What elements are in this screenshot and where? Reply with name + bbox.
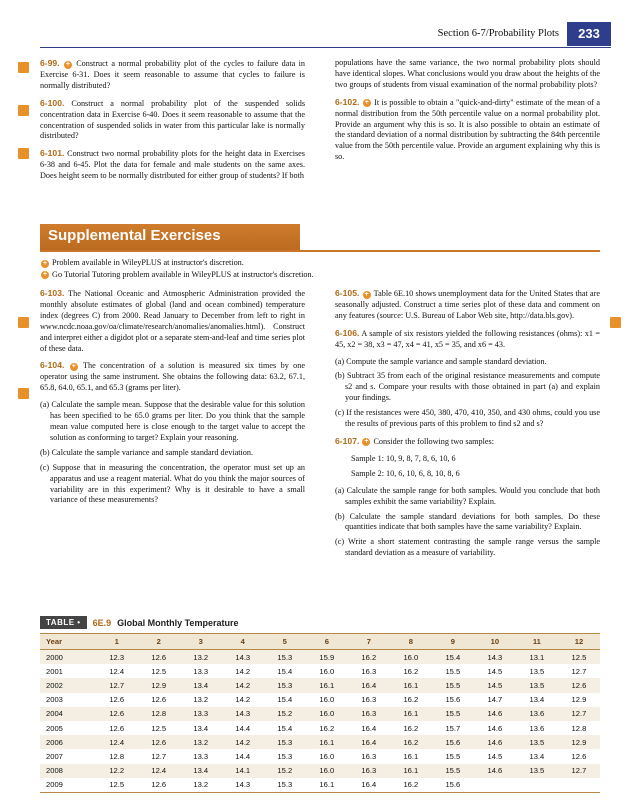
cell-year: 2002 bbox=[40, 678, 96, 692]
cell: 16.1 bbox=[390, 764, 432, 778]
sample-1: Sample 1: 10, 9, 8, 7, 8, 6, 10, 6 bbox=[351, 453, 456, 463]
note-text: Go Tutorial Tutoring problem available in WileyPLUS at instructor's discretion. bbox=[52, 269, 314, 279]
part-c: (c) If the resistances were 450, 380, 470, 410, 350, and 430 ohms, could you use the results of previous parts of this problem to find s2 and s? bbox=[335, 408, 600, 429]
cell: 13.4 bbox=[529, 695, 545, 705]
cell: 12.3 bbox=[96, 650, 138, 665]
cell: 14.2 bbox=[222, 735, 264, 749]
exercise-text: Construct a normal probability plot of the cycles to failure data in Exercise 6-31. Does it seem reasonable to assume that cycles to failure is normally distributed? bbox=[40, 59, 305, 90]
cell: 15.6 bbox=[432, 735, 474, 749]
table-block bbox=[40, 616, 600, 793]
cell: 16.2 bbox=[403, 666, 419, 676]
cell: 14.2 bbox=[235, 695, 251, 705]
table-row bbox=[40, 650, 600, 665]
exercise-6-103 bbox=[40, 288, 305, 354]
cell: 16.0 bbox=[306, 707, 348, 721]
page-number: 233 bbox=[567, 22, 611, 46]
cell: 14.5 bbox=[474, 678, 516, 692]
cell: 15.6 bbox=[445, 695, 461, 705]
cell: 15.3 bbox=[277, 751, 293, 761]
column-header: 12 bbox=[558, 634, 600, 650]
exercise-text: It is possible to obtain a "quick-and-dirty" estimate of the mean of a normal distribution from the 50th percentile value on a normal probability plot. Provide an argument why this is so. It is also possible to obtain an estimate of the standard deviation of a normal distribution by subtracting the 84th percentile value from the 50th percentile value. Provide an argument explaining why this is so. bbox=[335, 97, 601, 162]
cell: 14.7 bbox=[487, 695, 503, 705]
exercise-text: Table 6E.10 shows unemployment data for the United States that are seasonally adjusted. Construct a time series plot of these data and comment on any features (source: U.S. Bureau of Labor Web site, http://data.bls.gov). bbox=[335, 289, 600, 320]
cell: 14.2 bbox=[222, 678, 264, 692]
cell: 13.2 bbox=[180, 650, 222, 665]
margin-marker-icon bbox=[610, 317, 621, 328]
table-row bbox=[40, 664, 600, 678]
cell: 15.7 bbox=[445, 723, 461, 733]
cell bbox=[516, 778, 558, 793]
note-wileyplus bbox=[40, 258, 600, 268]
table-row bbox=[40, 693, 600, 707]
cell: 12.6 bbox=[138, 650, 180, 665]
cell: 16.1 bbox=[390, 707, 432, 721]
table-header-row bbox=[40, 634, 600, 650]
cell: 13.2 bbox=[180, 735, 222, 749]
cell: 16.1 bbox=[403, 751, 419, 761]
cell: 16.2 bbox=[403, 723, 419, 733]
plus-icon: + bbox=[364, 438, 369, 446]
global-monthly-temperature-table bbox=[40, 633, 600, 793]
exercise-text: Consider the following two samples: bbox=[373, 436, 494, 446]
cell: 13.4 bbox=[529, 751, 545, 761]
cell: 16.4 bbox=[348, 778, 390, 793]
exercise-6-104 bbox=[40, 360, 305, 394]
margin-marker-icon bbox=[18, 62, 29, 73]
cell: 16.4 bbox=[361, 723, 377, 733]
cell: 12.6 bbox=[571, 751, 587, 761]
cell: 12.2 bbox=[96, 764, 138, 778]
exercise-text: Construct a normal probability plot of the suspended solids concentration data in Exercise 6-40. Does it seem reasonable to assume that the concentration of suspended solids in water from this particular lake is normally distributed? bbox=[40, 98, 305, 141]
cell-year: 2001 bbox=[46, 666, 63, 676]
cell: 15.4 bbox=[277, 695, 293, 705]
supplemental-columns bbox=[40, 288, 600, 565]
exercise-number: 6-101. bbox=[40, 148, 65, 159]
cell: 16.0 bbox=[319, 666, 335, 676]
right-column-supplemental bbox=[335, 288, 600, 565]
cell: 12.6 bbox=[138, 735, 180, 749]
exercise-6-105 bbox=[335, 288, 600, 322]
column-header: 2 bbox=[138, 634, 180, 650]
note-text: Problem available in WileyPLUS at instructor's discretion. bbox=[52, 258, 244, 267]
cell: 14.6 bbox=[487, 723, 503, 733]
cell: 16.0 bbox=[306, 764, 348, 778]
cell: 12.9 bbox=[138, 678, 180, 692]
part-a: (a) Calculate the sample mean. Suppose that the desirable value for this solution has been specified to be 65.0 grams per liter. Do you think that the sample mean value computed here is close enough to the target value to accept the solution as conforming to target? Explain your reasoning. bbox=[40, 400, 305, 442]
plus-icon: + bbox=[65, 60, 70, 68]
cell: 15.5 bbox=[445, 751, 461, 761]
table-name: Global Monthly Temperature bbox=[117, 617, 239, 628]
cell: 15.3 bbox=[264, 650, 306, 665]
exercise-number: 6-103. bbox=[40, 288, 65, 298]
cell: 12.7 bbox=[571, 666, 587, 676]
cell: 12.7 bbox=[558, 707, 600, 721]
cell: 13.6 bbox=[529, 723, 545, 733]
exercise-6-107 bbox=[335, 436, 600, 448]
cell: 12.9 bbox=[571, 695, 587, 705]
column-header: 4 bbox=[222, 634, 264, 650]
cell: 12.6 bbox=[109, 695, 125, 705]
cell: 16.3 bbox=[361, 751, 377, 761]
exercise-6-106 bbox=[335, 328, 600, 351]
right-column-top bbox=[335, 58, 600, 169]
header-rule bbox=[40, 47, 611, 48]
cell: 12.6 bbox=[109, 723, 125, 733]
cell: 16.4 bbox=[348, 678, 390, 692]
margin-marker-icon bbox=[18, 317, 29, 328]
exercise-text: A sample of six resistors yielded the following resistances (ohms): x1 = 45, x2 = 38, x3 = 47, x4 = 41, x5 = 35, and x6 = 43. bbox=[335, 328, 600, 349]
cell: 13.3 bbox=[180, 707, 222, 721]
cell: 13.6 bbox=[516, 707, 558, 721]
plus-icon: + bbox=[364, 290, 369, 298]
exercise-number: 6-99. bbox=[40, 58, 60, 68]
cell: 15.6 bbox=[432, 778, 474, 793]
cell: 13.1 bbox=[516, 650, 558, 665]
cell: 12.8 bbox=[109, 751, 125, 761]
cell: 14.5 bbox=[487, 666, 503, 676]
cell: 16.0 bbox=[319, 695, 335, 705]
cell: 14.6 bbox=[474, 707, 516, 721]
exercise-6-100 bbox=[40, 98, 305, 143]
table-row bbox=[40, 778, 600, 793]
cell: 12.6 bbox=[151, 695, 167, 705]
table-row bbox=[40, 721, 600, 735]
cell: 16.2 bbox=[390, 778, 432, 793]
continued-text: populations have the same variance, the two normal probability plots should have identical slopes. What conclusions would you draw about the heights of the two groups of students from visual examination of the normal probability plots? bbox=[335, 58, 600, 89]
banner-underline bbox=[40, 250, 600, 252]
cell: 12.4 bbox=[109, 666, 125, 676]
part-b: (b) Calculate the sample variance and sample standard deviation. bbox=[40, 447, 254, 457]
part-b: (b) Calculate the sample standard deviations for both samples. Do these quantities indicate that both samples have the same variability? Explain. bbox=[335, 511, 600, 532]
cell: 15.4 bbox=[432, 650, 474, 665]
cell: 15.4 bbox=[277, 723, 293, 733]
cell: 16.2 bbox=[319, 723, 335, 733]
sample-2: Sample 2: 10, 6, 10, 6, 8, 10, 8, 6 bbox=[351, 468, 460, 478]
table-caption bbox=[40, 616, 600, 629]
table-label: TABLE • bbox=[40, 616, 87, 629]
part-a: (a) Compute the sample variance and sample standard deviation. bbox=[335, 356, 547, 366]
table-row bbox=[40, 749, 600, 763]
cell: 12.5 bbox=[151, 723, 167, 733]
exercise-text: The National Oceanic and Atmospheric Administration provided the monthly absolute estimates of global (land and ocean combined) temperature index (degrees C) from 2000. Read January to December from left to right in www.ncdc.noaa.gov/oa/climate/research/anomalies/anomalies.html). Construct and interpret either a digidot plot or a separate stem-and-leaf and time series plot of these data. bbox=[40, 289, 305, 353]
cell: 14.3 bbox=[222, 707, 264, 721]
exercise-6-104-parts bbox=[40, 400, 305, 506]
cell: 15.2 bbox=[264, 707, 306, 721]
part-c: (c) Suppose that in measuring the concentration, the operator must set up an apparatus and use a reagent material. What do you think the major sources of variability are in this experiment? Why is it desirable to have a small variance of these measurements? bbox=[40, 462, 305, 505]
top-columns bbox=[40, 58, 600, 188]
cell: 12.9 bbox=[558, 735, 600, 749]
exercise-6-99 bbox=[40, 58, 305, 92]
cell: 12.5 bbox=[96, 778, 138, 793]
exercise-number: 6-100. bbox=[40, 97, 65, 108]
cell: 14.4 bbox=[235, 751, 251, 761]
exercise-number: 6-102. bbox=[335, 96, 360, 107]
cell: 13.5 bbox=[516, 735, 558, 749]
table-number: 6E.9 bbox=[92, 617, 112, 628]
table-body bbox=[40, 650, 600, 793]
cell: 15.2 bbox=[264, 764, 306, 778]
cell: 16.1 bbox=[306, 778, 348, 793]
cell: 12.4 bbox=[138, 764, 180, 778]
banner-title: Supplemental Exercises bbox=[48, 227, 221, 244]
column-header: 9 bbox=[432, 634, 474, 650]
cell: 12.7 bbox=[96, 678, 138, 692]
cell: 15.4 bbox=[277, 666, 293, 676]
cell: 14.3 bbox=[222, 778, 264, 793]
cell: 13.2 bbox=[180, 778, 222, 793]
cell-year: 2000 bbox=[40, 650, 96, 665]
cell: 15.3 bbox=[264, 778, 306, 793]
cell bbox=[558, 778, 600, 793]
exercise-6-107-samples bbox=[335, 454, 600, 480]
cell: 16.0 bbox=[319, 751, 335, 761]
column-header: Year bbox=[40, 634, 96, 650]
cell: 12.6 bbox=[558, 678, 600, 692]
column-header: 6 bbox=[306, 634, 348, 650]
cell-year: 2007 bbox=[46, 751, 63, 761]
plus-icon: + bbox=[71, 362, 76, 370]
column-header: 1 bbox=[96, 634, 138, 650]
margin-marker-icon bbox=[18, 148, 29, 159]
plus-icon: + bbox=[42, 271, 48, 278]
column-header: 3 bbox=[180, 634, 222, 650]
cell: 13.3 bbox=[193, 666, 209, 676]
cell: 16.2 bbox=[390, 735, 432, 749]
cell: 14.6 bbox=[474, 764, 516, 778]
cell: 12.7 bbox=[558, 764, 600, 778]
cell-year: 2003 bbox=[46, 695, 63, 705]
cell: 13.5 bbox=[516, 678, 558, 692]
cell: 14.3 bbox=[222, 650, 264, 665]
cell: 16.3 bbox=[361, 666, 377, 676]
column-header: 5 bbox=[264, 634, 306, 650]
left-column-supplemental bbox=[40, 288, 305, 512]
cell: 16.3 bbox=[348, 707, 390, 721]
margin-marker-icon bbox=[18, 105, 29, 116]
exercise-6-107-parts bbox=[335, 486, 600, 559]
cell: 12.5 bbox=[558, 650, 600, 665]
cell-year: 2008 bbox=[40, 764, 96, 778]
cell: 12.6 bbox=[138, 778, 180, 793]
cell bbox=[474, 778, 516, 793]
note-gotutorial bbox=[40, 270, 600, 280]
cell: 16.4 bbox=[348, 735, 390, 749]
exercise-text: The concentration of a solution is measured six times by one operator using the same instrument. She obtains the following data: 63.2, 67.1, 65.8, 64.0, 65.1, and 65.3 (grams per liter). bbox=[40, 361, 305, 393]
cell: 12.8 bbox=[571, 723, 587, 733]
left-column-top bbox=[40, 58, 305, 188]
column-header: 7 bbox=[348, 634, 390, 650]
cell: 13.4 bbox=[180, 678, 222, 692]
plus-icon: + bbox=[364, 99, 369, 107]
table-row bbox=[40, 764, 600, 778]
cell-year: 2009 bbox=[40, 778, 96, 793]
cell: 12.8 bbox=[138, 707, 180, 721]
table-row bbox=[40, 735, 600, 749]
cell: 13.2 bbox=[193, 695, 209, 705]
cell: 16.3 bbox=[361, 695, 377, 705]
exercise-6-101 bbox=[40, 148, 305, 182]
cell-year: 2006 bbox=[40, 735, 96, 749]
exercise-text: Construct two normal probability plots for the height data in Exercises 6-38 and 6-45. Plot the data for female and male students on the same axes. Does height seem to be normally distributed for either group of students? If both bbox=[40, 149, 305, 181]
cell: 15.3 bbox=[264, 735, 306, 749]
column-header: 11 bbox=[516, 634, 558, 650]
cell: 14.4 bbox=[235, 723, 251, 733]
cell: 16.1 bbox=[390, 678, 432, 692]
section-title: Section 6-7/Probability Plots bbox=[437, 28, 559, 39]
cell: 15.5 bbox=[432, 764, 474, 778]
cell: 13.4 bbox=[180, 764, 222, 778]
cell: 12.5 bbox=[151, 666, 167, 676]
cell: 15.5 bbox=[432, 707, 474, 721]
cell: 16.3 bbox=[348, 764, 390, 778]
cell: 15.3 bbox=[264, 678, 306, 692]
cell-year: 2005 bbox=[46, 723, 63, 733]
cell: 15.5 bbox=[445, 666, 461, 676]
cell: 15.5 bbox=[432, 678, 474, 692]
part-b: (b) Subtract 35 from each of the original resistance measurements and compute s2 and s. Compare your results with those obtained in part (a) and explain your findings. bbox=[335, 371, 600, 403]
table-row bbox=[40, 678, 600, 692]
exercise-number: 6-105. bbox=[335, 288, 360, 298]
notes-block bbox=[40, 258, 600, 281]
cell: 12.4 bbox=[96, 735, 138, 749]
margin-marker-icon bbox=[18, 388, 29, 399]
column-header: 8 bbox=[390, 634, 432, 650]
cell: 15.9 bbox=[306, 650, 348, 665]
exercise-6-106-parts bbox=[335, 357, 600, 430]
supplemental-exercises-banner bbox=[40, 224, 300, 250]
exercise-number: 6-104. bbox=[40, 360, 65, 371]
table-row bbox=[40, 707, 600, 721]
cell: 13.3 bbox=[193, 751, 209, 761]
cell: 12.7 bbox=[151, 751, 167, 761]
cell: 16.2 bbox=[348, 650, 390, 665]
cell: 16.0 bbox=[390, 650, 432, 665]
part-a: (a) Calculate the sample range for both samples. Would you conclude that both samples exhibit the same variability? Explain. bbox=[335, 485, 600, 506]
cell: 14.1 bbox=[222, 764, 264, 778]
cell: 14.5 bbox=[487, 751, 503, 761]
exercise-6-102 bbox=[335, 97, 600, 163]
cell: 13.5 bbox=[529, 666, 545, 676]
cell: 13.5 bbox=[516, 764, 558, 778]
cell: 14.3 bbox=[474, 650, 516, 665]
cell-year: 2004 bbox=[40, 707, 96, 721]
page-header bbox=[40, 26, 611, 48]
cell: 16.2 bbox=[403, 695, 419, 705]
exercise-number: 6-107. bbox=[335, 435, 360, 446]
cell: 13.4 bbox=[193, 723, 209, 733]
plus-icon: + bbox=[42, 259, 48, 267]
cell: 16.1 bbox=[306, 678, 348, 692]
exercise-number: 6-106. bbox=[335, 327, 360, 338]
column-header: 10 bbox=[474, 634, 516, 650]
part-c: (c) Write a short statement contrasting the sample range versus the sample standard deviation as a measure of variability. bbox=[335, 537, 600, 558]
cell: 14.6 bbox=[474, 735, 516, 749]
cell: 14.2 bbox=[235, 666, 251, 676]
cell: 16.1 bbox=[306, 735, 348, 749]
cell: 12.6 bbox=[96, 707, 138, 721]
